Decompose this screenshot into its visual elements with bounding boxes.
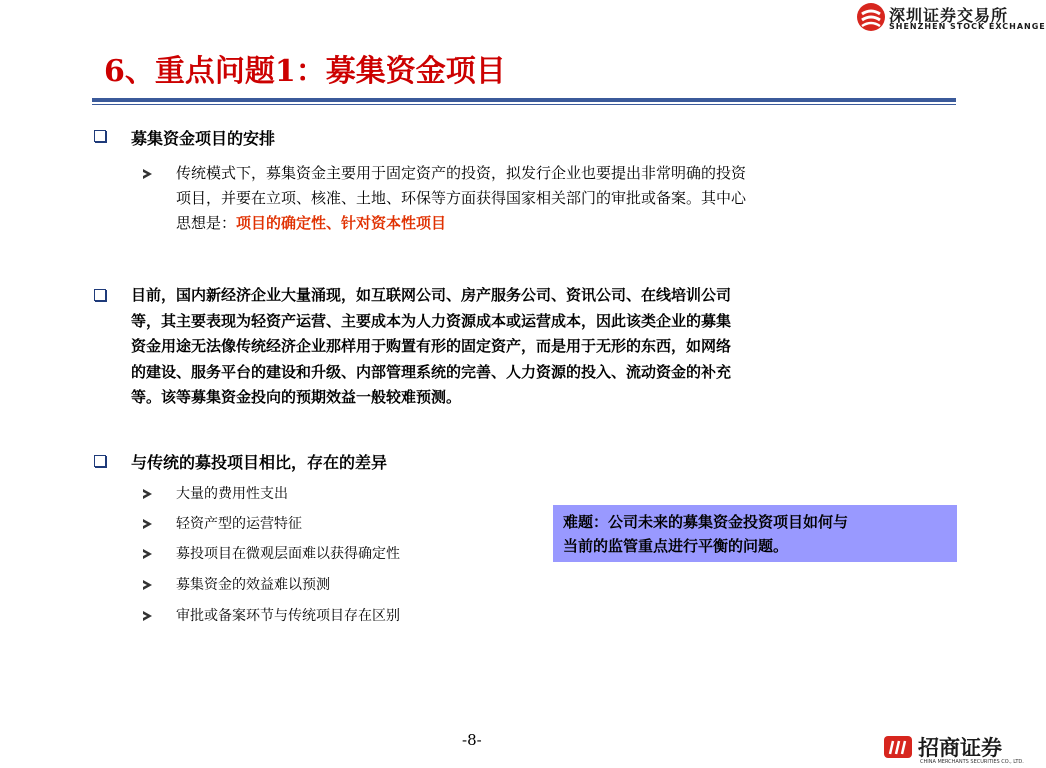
square-bullet-icon [94,455,106,467]
section2-line: 目前，国内新经济企业大量涌现，如互联网公司、房产服务公司、资讯公司、在线培训公司 [131,286,732,304]
page-title: 6、重点问题1：募集资金项目 [104,54,506,89]
arrow-bullet-icon [143,489,152,499]
title-divider-thin [92,104,956,105]
section2-paragraph [131,283,931,411]
section1-highlight: 项目的确定性、针对资本性项目 [236,214,447,232]
section1-line2: 项目，并要在立项、核准、土地、环保等方面获得国家相关部门的审批或备案。其中心 [176,189,747,207]
szse-logo-icon [856,2,886,32]
title-divider [92,98,956,102]
arrow-bullet-icon [143,169,152,179]
list-item: 审批或备案环节与传统项目存在区别 [176,608,400,624]
callout-line2: 当前的监管重点进行平衡的问题。 [563,537,789,555]
section2-line: 等，其主要表现为轻资产运营、主要成本为人力资源成本或运营成本，因此该类企业的募集 [131,311,732,330]
section2-line: 资金用途无法像传统经济企业那样用于购置有形的固定资产，而是用于无形的东西，如网络 [131,337,732,355]
section1-line1: 传统模式下，募集资金主要用于固定资产的投资，拟发行企业也要提出非常明确的投资 [176,164,747,182]
section3-heading: 与传统的募投项目相比，存在的差异 [131,453,388,472]
page-number: -8- [462,731,482,749]
cms-logo-cn: 招商证券 [918,736,1002,760]
arrow-bullet-icon [143,549,152,559]
arrow-bullet-icon [143,519,152,529]
list-item: 大量的费用性支出 [176,486,288,502]
cms-logo-en: CHINA MERCHANTS SECURITIES CO., LTD. [920,759,1024,765]
section1-line3 [176,211,936,236]
szse-logo-cn: 深圳证券交易所 [889,6,1009,25]
section2-line: 等。该等募集资金投向的预期效益一般较难预测。 [131,388,462,406]
szse-logo-en: SHENZHEN STOCK EXCHANGE [889,22,1046,31]
difficulty-callout [553,505,957,562]
list-item: 募集资金的效益难以预测 [176,577,330,593]
szse-logo [856,2,1046,36]
section1-heading: 募集资金项目的安排 [131,129,276,148]
cms-logo-icon [884,734,914,760]
square-bullet-icon [94,289,106,301]
section1-line3-prefix: 思想是： [176,214,237,232]
section2-line: 的建设、服务平台的建设和升级、内部管理系统的完善、人力资源的投入、流动资金的补充 [131,362,732,381]
callout-line1: 难题：公司未来的募集资金投资项目如何与 [563,513,849,531]
list-item: 募投项目在微观层面难以获得确定性 [176,546,400,562]
square-bullet-icon [94,130,106,142]
arrow-bullet-icon [143,611,152,621]
arrow-bullet-icon [143,580,152,590]
section1-paragraph [176,161,936,236]
list-item: 轻资产型的运营特征 [176,516,302,532]
cms-logo [884,732,1024,768]
